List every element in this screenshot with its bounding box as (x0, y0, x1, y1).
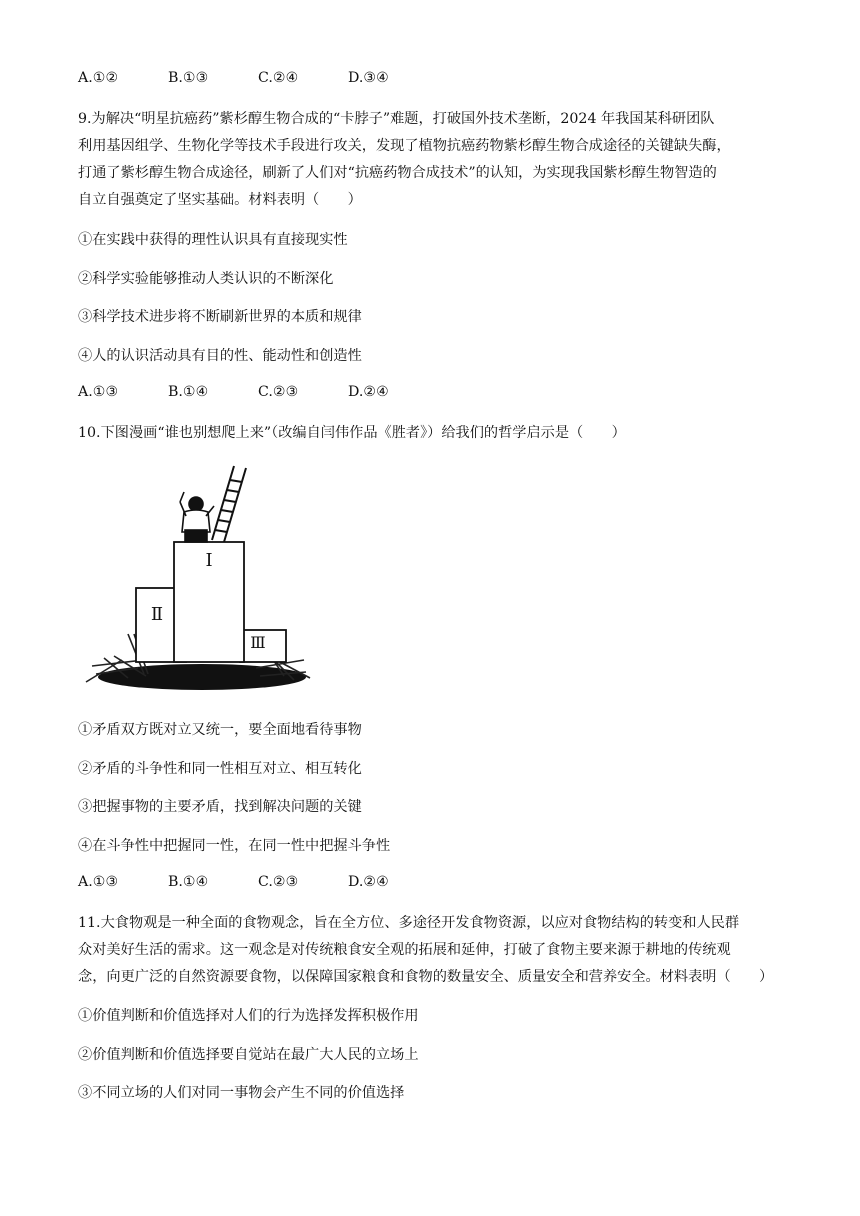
q8-option-a: A.①② (78, 70, 119, 86)
q9-stem-line-1: 9.为解决“明星抗癌药”紫杉醇生物合成的“卡脖子”难题，打破国外技术垄断，2024 年我国某科研团队 (78, 111, 715, 127)
q10-option-d: D.②④ (348, 874, 389, 890)
q8-options (78, 70, 438, 86)
q9-stem-line-2: 利用基因组学、生物化学等技术手段进行攻关，发现了植物抗癌药物紫杉醇生物合成途径的关键缺失酶， (78, 138, 731, 154)
podium-label-1: Ⅰ (205, 550, 213, 571)
podium-label-3: Ⅲ (250, 633, 266, 652)
q9-option-d: D.②④ (348, 384, 389, 400)
q11-stem-line-3: 念，向更广泛的自然资源要食物，以保障国家粮食和食物的数量安全、质量安全和营养安全。材料表明（ ） (78, 969, 774, 985)
q9-option-b: B.①④ (168, 384, 209, 400)
q9-option-c: C.②③ (258, 384, 299, 400)
q9-stem-line-3: 打通了紫杉醇生物合成途径，刷新了人们对“抗癌药物合成技术”的认知，为实现我国紫杉醇生物智造的 (78, 165, 717, 181)
q11-item-1: ①价值判断和价值选择对人们的行为选择发挥积极作用 (78, 1008, 419, 1024)
q10-item-4: ④在斗争性中把握同一性，在同一性中把握斗争性 (78, 838, 391, 854)
q10-option-c: C.②③ (258, 874, 299, 890)
q9-item-4: ④人的认识活动具有目的性、能动性和创造性 (78, 348, 362, 364)
q9-item-1: ①在实践中获得的理性认识具有直接现实性 (78, 232, 348, 248)
podium-label-2: Ⅱ (150, 604, 164, 625)
q9-stem-line-4: 自立自强奠定了坚实基础。材料表明（ ） (78, 192, 362, 208)
q8-option-d: D.③④ (348, 70, 389, 86)
q10-stem: 10.下图漫画“谁也别想爬上来”（改编自闫伟作品《胜者》）给我们的哲学启示是（ ） (78, 425, 626, 441)
q9-item-2: ②科学实验能够推动人类认识的不断深化 (78, 271, 334, 287)
q10-option-a: A.①③ (78, 874, 119, 890)
q9-option-a: A.①③ (78, 384, 119, 400)
q10-options (78, 874, 438, 890)
q10-item-3: ③把握事物的主要矛盾，找到解决问题的关键 (78, 799, 362, 815)
cartoon-podium-image (84, 462, 314, 702)
q9-item-3: ③科学技术进步将不断刷新世界的本质和规律 (78, 309, 362, 325)
q11-stem-line-2: 众对美好生活的需求。这一观念是对传统粮食安全观的拓展和延伸，打破了食物主要来源于耕地的传统观 (78, 942, 731, 958)
q8-option-b: B.①③ (168, 70, 209, 86)
q8-option-c: C.②④ (258, 70, 299, 86)
q10-item-2: ②矛盾的斗争性和同一性相互对立、相互转化 (78, 761, 362, 777)
q10-item-1: ①矛盾双方既对立又统一，要全面地看待事物 (78, 722, 362, 738)
q11-item-2: ②价值判断和价值选择要自觉站在最广大人民的立场上 (78, 1047, 419, 1063)
q11-stem-line-1: 11.大食物观是一种全面的食物观念，旨在全方位、多途径开发食物资源，以应对食物结构的转变和人民群 (78, 915, 740, 931)
q10-option-b: B.①④ (168, 874, 209, 890)
q9-options (78, 384, 438, 400)
q11-item-3: ③不同立场的人们对同一事物会产生不同的价值选择 (78, 1085, 405, 1101)
